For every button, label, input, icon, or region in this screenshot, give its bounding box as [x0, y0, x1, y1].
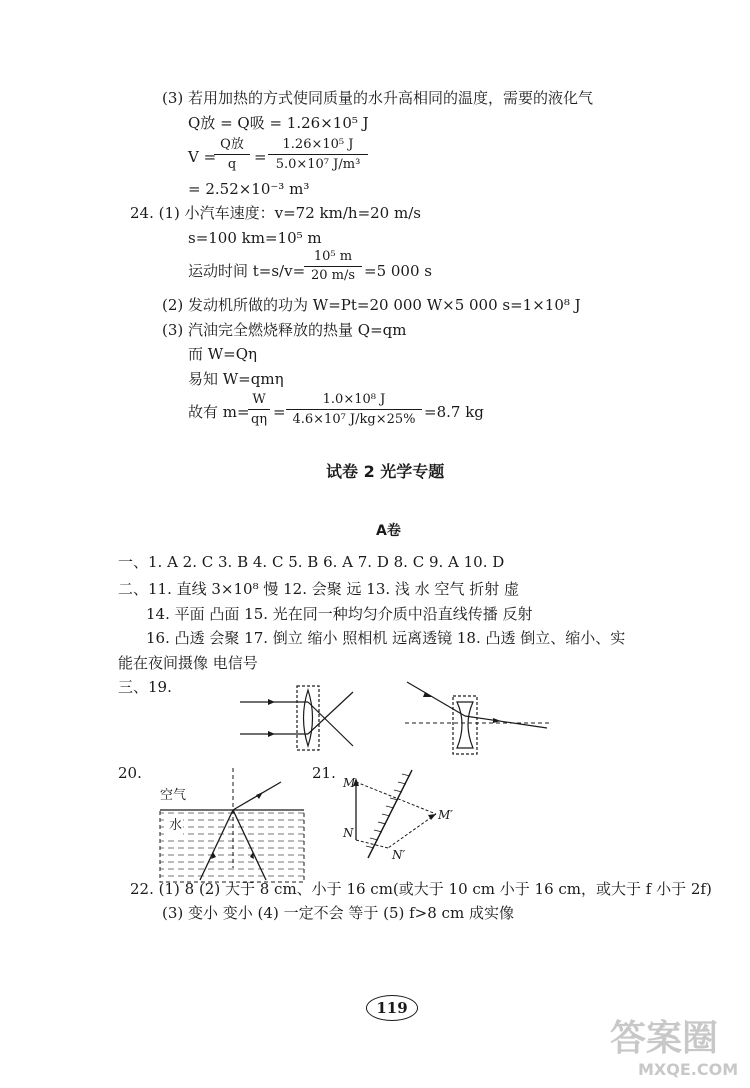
q21-point-M-prime: M′	[438, 808, 454, 822]
q19-label: 三、19.	[118, 678, 172, 696]
q24-dist: s=100 km=10⁵ m	[188, 229, 322, 247]
q21-label: 21.	[312, 764, 336, 782]
q23-part3: (3) 若用加热的方式使同质量的水升高相同的温度，需要的液化气	[162, 89, 594, 107]
answers-fill-line2: 14. 平面 凸面 15. 光在同一种均匀介质中沿直线传播 反射	[146, 605, 533, 623]
fraction-bar	[268, 154, 368, 155]
q24-final-den2: 4.6×10⁷ J/kg×25%	[292, 412, 416, 427]
watermark-logo: 答案圈	[610, 1018, 719, 1059]
equals-sign: =	[273, 403, 286, 421]
watermark-url: MXQE.COM	[638, 1060, 739, 1079]
q23-eq2-den1: q	[227, 157, 237, 172]
page-number: 119	[366, 995, 418, 1021]
q24-line1: 而 W=Qη	[188, 345, 258, 363]
q24-final-num1: W	[252, 392, 266, 407]
fraction-bar	[214, 154, 250, 155]
equals-sign: =	[254, 148, 267, 166]
q24-time-den: 20 m/s	[310, 268, 356, 283]
q23-eq2-num2: 1.26×10⁵ J	[282, 137, 354, 152]
answers-fill-line4: 能在夜间摄像 电信号	[118, 654, 258, 672]
q23-eq1: Q放 = Q吸 = 1.26×10⁵ J	[188, 114, 369, 132]
q24-part3: (3) 汽油完全燃烧释放的热量 Q=qm	[162, 321, 407, 339]
q23-eq2-den2: 5.0×10⁷ J/m³	[275, 157, 361, 172]
q23-eq2-num1: Q放	[220, 137, 244, 152]
q21-point-N: N	[343, 826, 354, 840]
q20-water-label: 水	[169, 818, 183, 833]
q23-eq3: = 2.52×10⁻³ m³	[188, 180, 310, 198]
q23-eq2-lhs: V =	[188, 148, 217, 166]
q24-final-rhs: =8.7 kg	[424, 403, 484, 421]
fraction-bar	[304, 266, 362, 267]
q24-final-den1: qη	[250, 412, 268, 427]
q20-label: 20.	[118, 764, 142, 782]
q24-time-num: 10⁵ m	[313, 249, 353, 264]
answers-fill-line3: 16. 凸透 会聚 17. 倒立 缩小 照相机 远离透镜 18. 凸透 倒立、缩小、实	[146, 629, 626, 647]
answers-multiple-choice: 一、1. A 2. C 3. B 4. C 5. B 6. A 7. D 8. C 9. A 10. D	[118, 553, 505, 571]
q24-final-lhs: 故有 m=	[188, 403, 250, 421]
fraction-bar	[286, 409, 422, 410]
q24-final-num2: 1.0×10⁸ J	[322, 392, 386, 407]
concave-lens-diagram	[405, 678, 555, 758]
q21-point-M: M	[343, 776, 356, 790]
q24-part1: 24. (1) 小汽车速度：v=72 km/h=20 m/s	[130, 204, 421, 222]
q21-point-N-prime: N′	[392, 848, 406, 862]
q22-line2: (3) 变小 变小 (4) 一定不会 等于 (5) f>8 cm 成实像	[162, 904, 514, 922]
q24-time-lhs: 运动时间 t=s/v=	[188, 262, 306, 280]
q22-line1: 22. (1) 8 (2) 大于 8 cm、小于 16 cm(或大于 10 cm 小于 16 cm，或大于 f 小于 2f)	[130, 880, 712, 898]
section-subtitle: A卷	[376, 523, 401, 539]
q24-time-rhs: =5 000 s	[364, 262, 432, 280]
answers-fill-line1: 二、11. 直线 3×10⁸ 慢 12. 会聚 远 13. 浅 水 空气 折射 虚	[118, 580, 519, 598]
q20-air-label: 空气	[160, 788, 187, 803]
convex-lens-diagram	[235, 680, 375, 760]
q24-line2: 易知 W=qmη	[188, 370, 284, 388]
q24-part2: (2) 发动机所做的功为 W=Pt=20 000 W×5 000 s=1×10⁸ J	[162, 296, 581, 314]
section-title: 试卷 2 光学专题	[326, 462, 445, 481]
fraction-bar	[248, 409, 270, 410]
